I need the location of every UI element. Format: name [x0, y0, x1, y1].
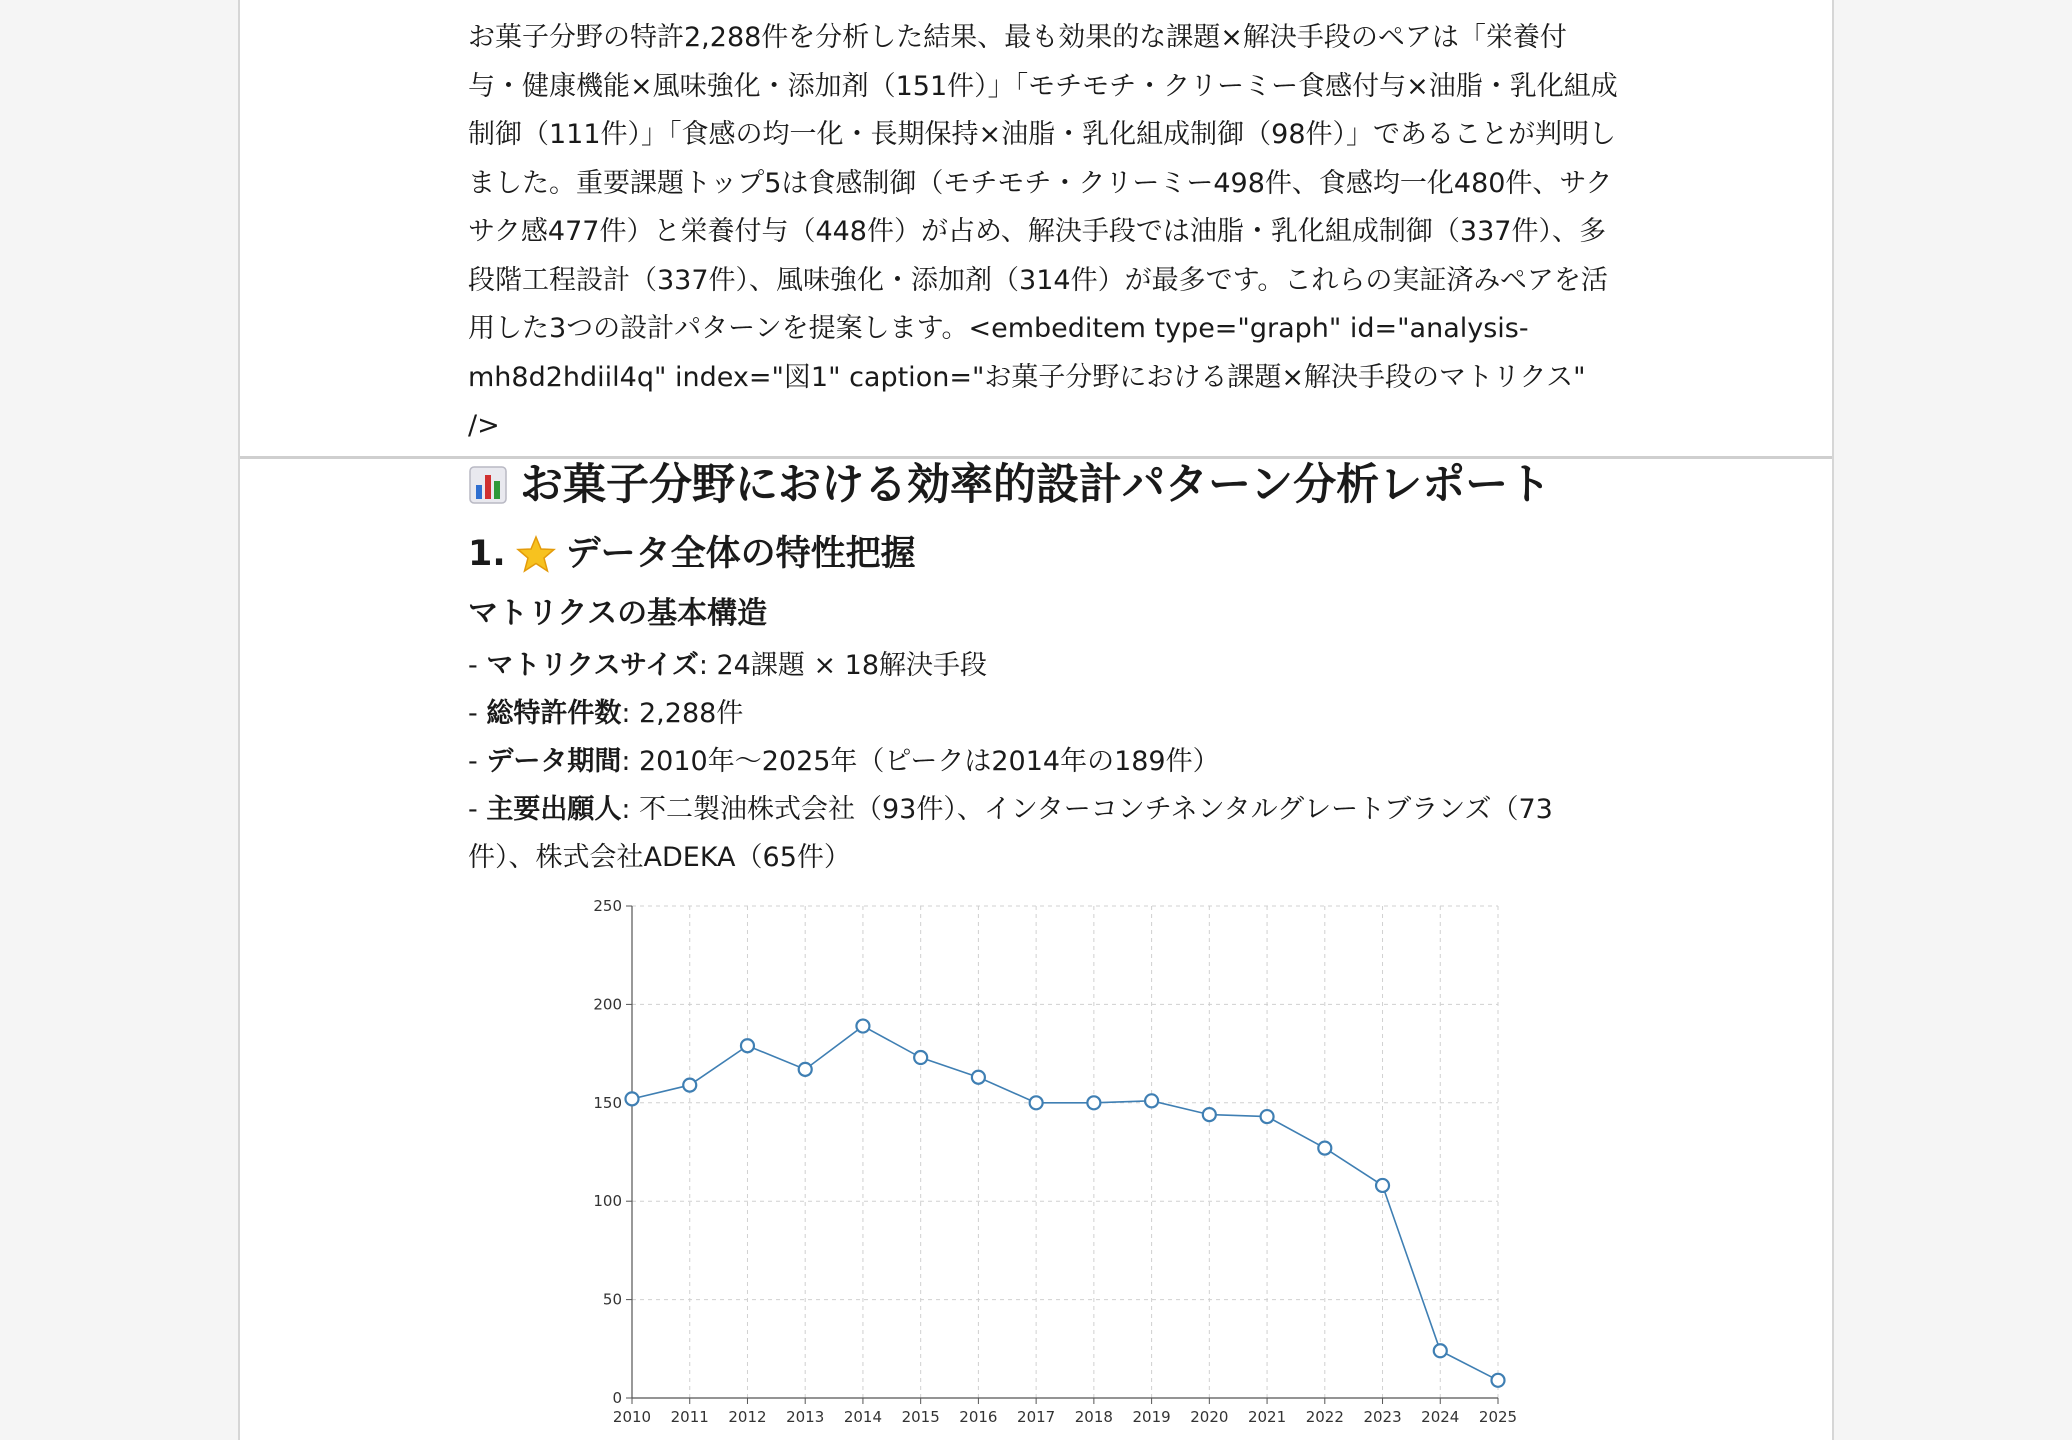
x-tick-label: 2025: [1478, 1408, 1518, 1426]
list-item-label: データ期間: [486, 746, 622, 777]
x-tick-label: 2011: [670, 1408, 709, 1426]
x-tick-label: 2024: [1421, 1408, 1460, 1426]
x-tick-label: 2016: [959, 1408, 998, 1426]
y-tick-label: 50: [602, 1290, 622, 1309]
data-point: [1087, 1096, 1100, 1109]
x-tick-label: 2022: [1305, 1408, 1344, 1426]
list-item-value: : 不二製油株式会社（93件）、インターコンチネンタルグレートブランズ（73件）、株式会社ADEKA（65件）: [468, 794, 1553, 873]
y-tick-label: 150: [593, 1093, 622, 1112]
line-chart: [560, 890, 1540, 1434]
report-title-text: お菓子分野における効率的設計パターン分析レポート: [520, 460, 1552, 510]
data-point: [1145, 1094, 1158, 1107]
list-item: - マトリクスサイズ: 24課題 × 18解決手段: [468, 650, 988, 681]
section-title: データ全体の特性把握: [565, 534, 916, 574]
list-item: - 主要出願人: 不二製油株式会社（93件）、インターコンチネンタルグレートブランズ（73件）、株式会社ADEKA（65件）: [468, 794, 1553, 873]
x-tick-label: 2013: [786, 1408, 825, 1426]
x-tick-label: 2021: [1247, 1408, 1287, 1426]
intro-paragraph: お菓子分野の特許2,288件を分析した結果、最も効果的な課題×解決手段のペアは「栄養付与・健康機能×風味強化・添加剤（151件）」「モチモチ・クリーミー食感付与×油脂・乳化組成制御（111件）」「食感の均一化・長期保持×油脂・乳化組成制御（98件）」であることが判明しました。重要課題トップ5は食感制御（モチモチ・クリーミー498件、食感均一化480件、サクサク感477件）と栄養付与（448件）が占め、解決手段では油脂・乳化組成制御（337件）、多段階工程設計（337件）、風味強化・添加剤（314件）が最多です。これらの実証済みペアを活用した3つの設計パターンを提案します。<embeditem type="graph" id="analysis-mh8d2hdiil4q" index="図1" caption="お菓子分野における課題×解決手段のマトリクス" />: [468, 22, 1618, 441]
bar-chart-icon: [468, 465, 508, 505]
x-tick-label: 2010: [612, 1408, 652, 1426]
x-tick-label: 2014: [843, 1408, 883, 1426]
list-item: - データ期間: 2010年〜2025年（ピークは2014年の189件）: [468, 746, 1220, 777]
data-point: [1261, 1110, 1274, 1123]
data-point: [972, 1071, 985, 1084]
x-tick-label: 2012: [728, 1408, 767, 1426]
y-tick-label: 0: [612, 1389, 622, 1407]
data-point: [914, 1051, 927, 1064]
y-tick-label: 100: [593, 1192, 622, 1211]
data-point: [799, 1063, 812, 1076]
x-tick-label: 2018: [1074, 1408, 1113, 1426]
data-point: [1030, 1096, 1043, 1109]
y-tick-label: 250: [593, 897, 622, 915]
data-point: [626, 1092, 639, 1105]
subsection-heading: マトリクスの基本構造: [468, 596, 768, 631]
data-point: [1203, 1108, 1216, 1121]
data-point: [1376, 1179, 1389, 1192]
data-point: [856, 1020, 869, 1033]
list-item-label: 主要出願人: [486, 794, 622, 825]
star-icon: [516, 534, 556, 574]
x-tick-label: 2023: [1363, 1408, 1402, 1426]
x-tick-label: 2019: [1132, 1408, 1171, 1426]
section-heading-1: [468, 532, 1618, 576]
y-tick-label: 200: [593, 995, 622, 1014]
list-item-label: マトリクスサイズ: [486, 650, 699, 681]
list-item: - 総特許件数: 2,288件: [468, 698, 744, 729]
x-tick-label: 2015: [901, 1408, 940, 1426]
line-chart-svg: [560, 890, 1540, 1430]
list-item-label: 総特許件数: [486, 698, 622, 729]
x-tick-label: 2017: [1017, 1408, 1056, 1426]
section-number: 1.: [468, 534, 506, 574]
data-point: [683, 1079, 696, 1092]
summary-list: [468, 642, 1618, 882]
data-point: [741, 1039, 754, 1052]
list-item-value: : 24課題 × 18解決手段: [698, 650, 988, 681]
list-item-value: : 2,288件: [621, 698, 744, 729]
data-point: [1492, 1374, 1505, 1387]
list-item-value: : 2010年〜2025年（ピークは2014年の189件）: [621, 746, 1220, 777]
report-section: [468, 460, 1618, 882]
x-tick-label: 2020: [1190, 1408, 1229, 1426]
report-title: [468, 460, 1618, 510]
series-line: [632, 1026, 1498, 1380]
data-point: [1434, 1344, 1447, 1357]
data-point: [1318, 1142, 1331, 1155]
section-divider: [240, 456, 1832, 459]
